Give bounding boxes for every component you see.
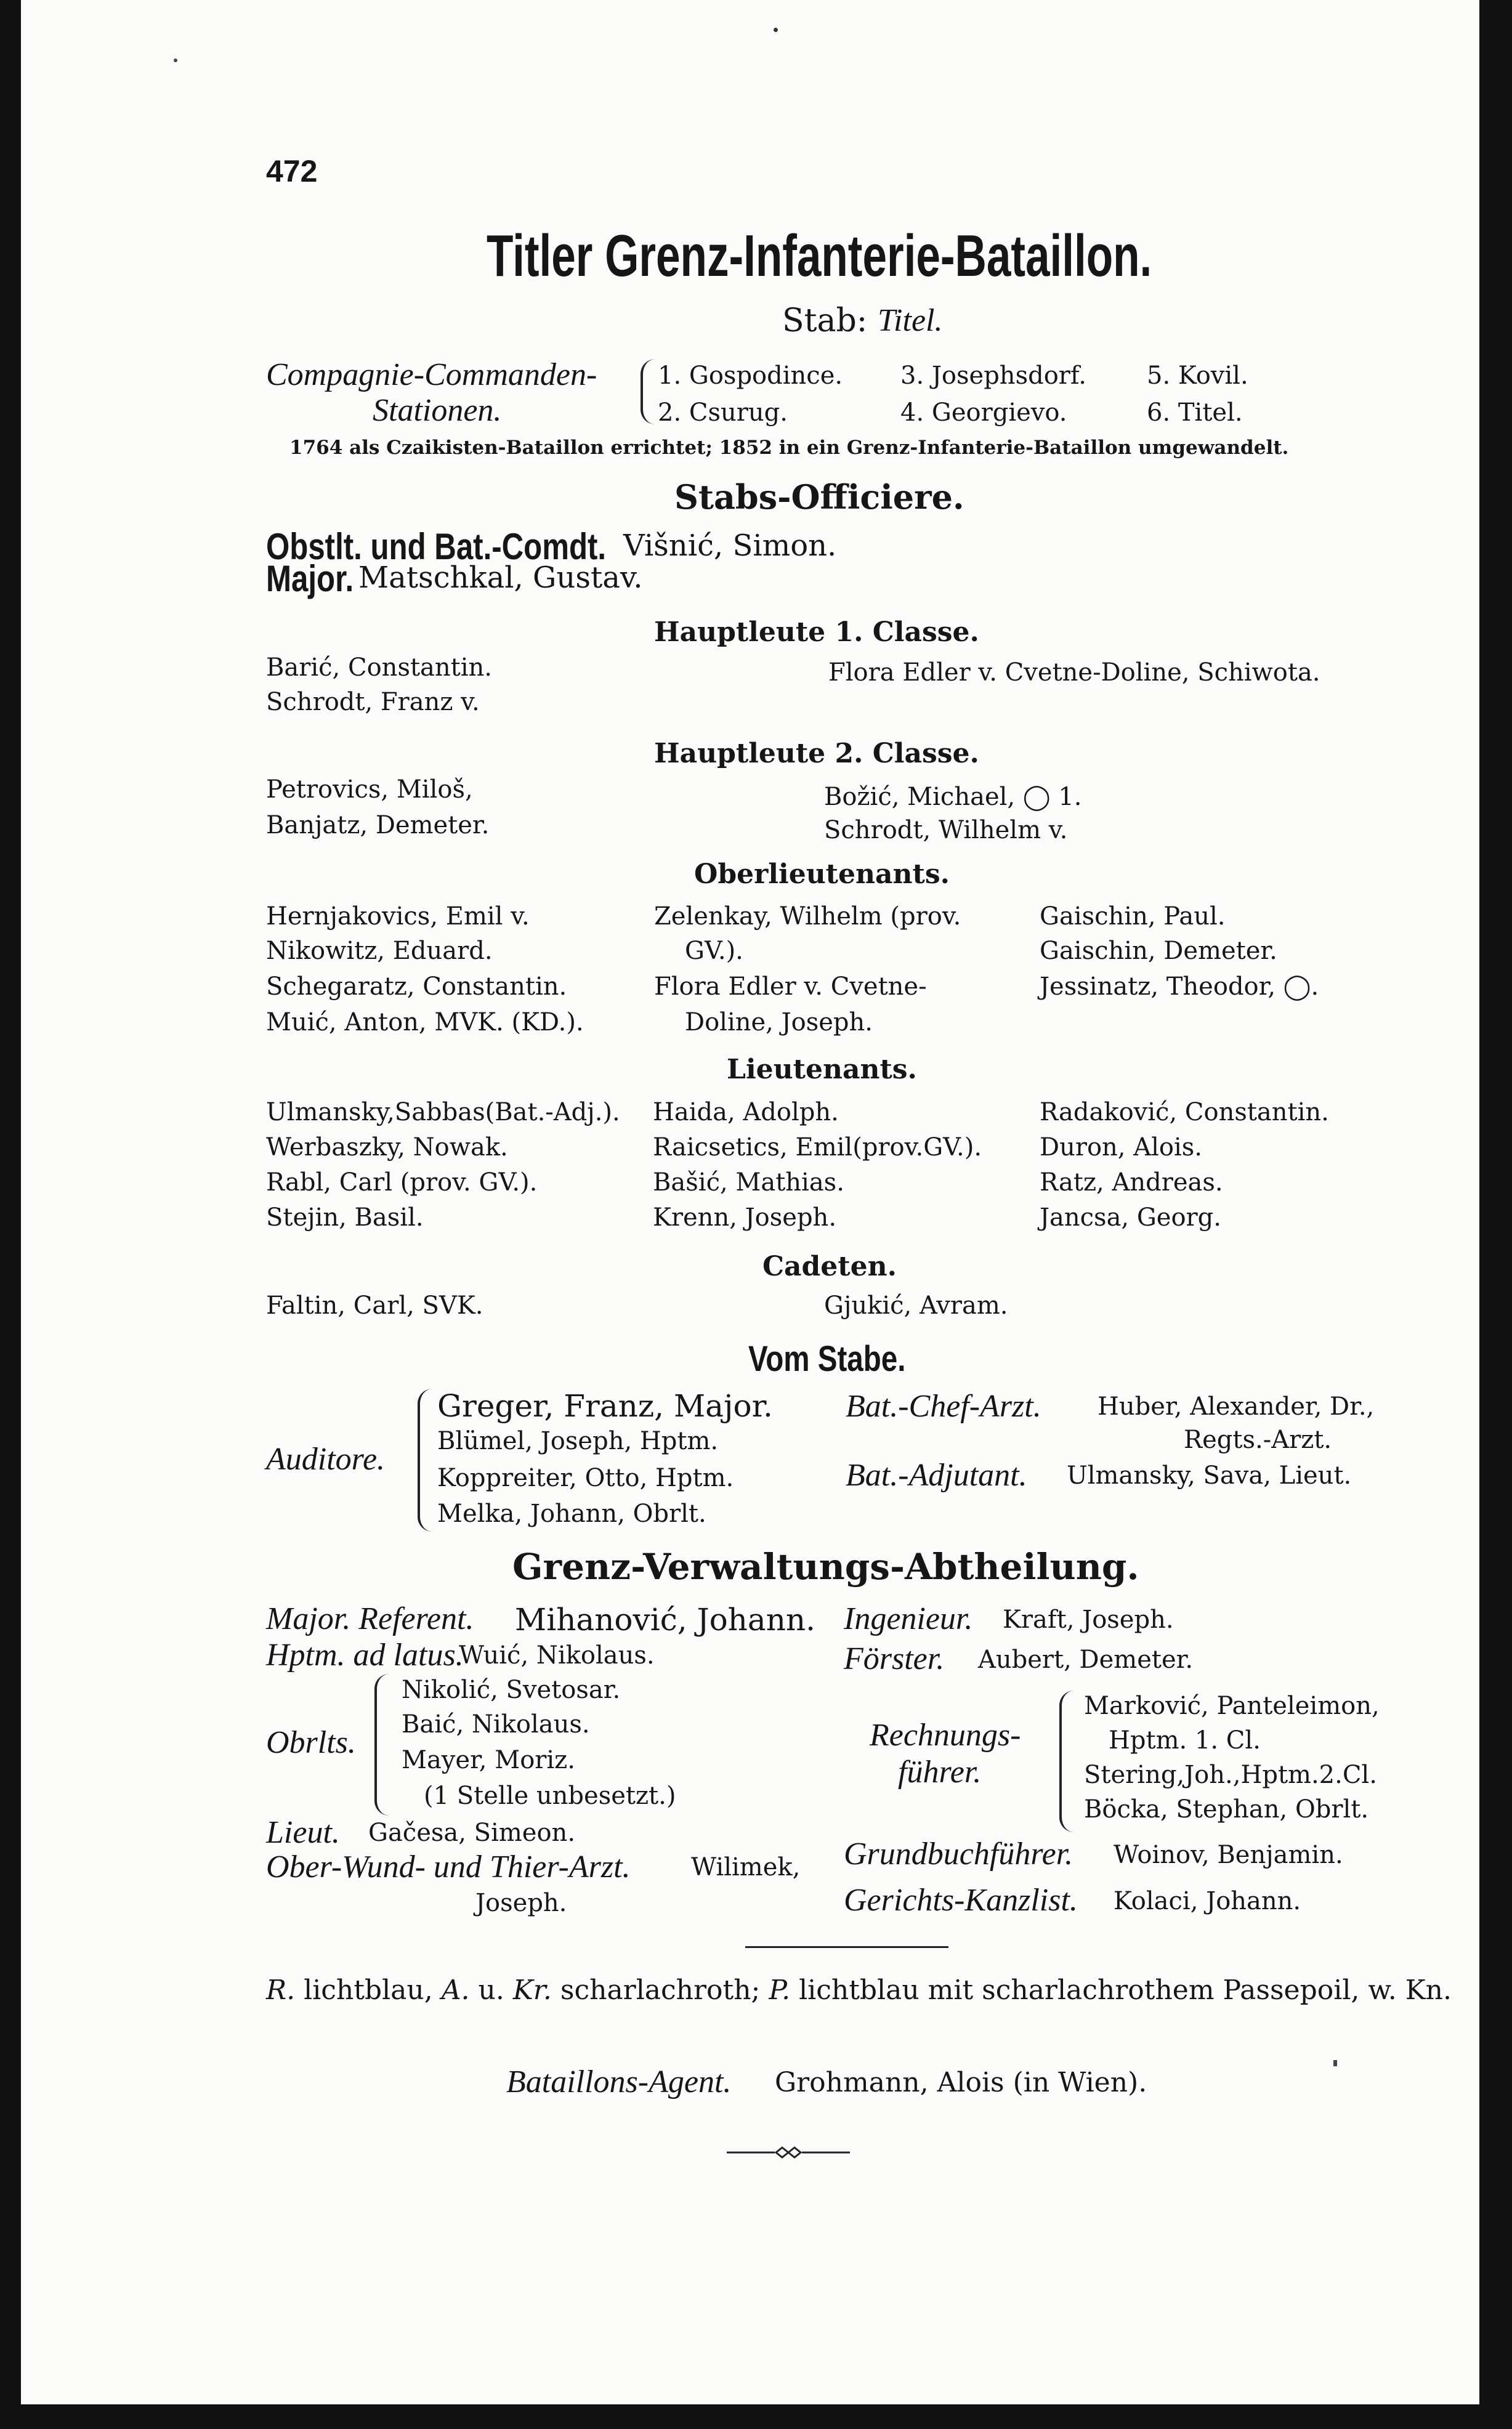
heading-lieutenants: Lieutenants. <box>727 1054 917 1085</box>
officer-entry: Hptm. 1. Cl. <box>1109 1726 1261 1755</box>
major-name: Matschkal, Gustav. <box>358 560 643 595</box>
station-item: 1. Gospodince. <box>658 362 843 390</box>
officer-entry: Greger, Franz, Major. <box>437 1388 773 1424</box>
heading-stabs-officiere: Stabs-Officiere. <box>674 477 964 517</box>
officer-entry: Schrodt, Wilhelm v. <box>824 816 1068 844</box>
stray-mark <box>774 28 778 32</box>
officer-entry: Marković, Panteleimon, <box>1084 1692 1380 1720</box>
foerster-name: Aubert, Demeter. <box>978 1646 1194 1674</box>
obrlts-brace <box>374 1674 390 1816</box>
officer-entry: Flora Edler v. Cvetne- <box>654 972 927 1001</box>
ingenieur-name: Kraft, Joseph. <box>1003 1606 1174 1634</box>
officer-entry: Gjukić, Avram. <box>824 1291 1008 1320</box>
officer-entry: Nikowitz, Eduard. <box>266 937 493 965</box>
lieut-label: Lieut. <box>266 1815 340 1850</box>
scan-border-right <box>1479 0 1512 2429</box>
officer-entry: Božić, Michael, ◯ 1. <box>824 783 1082 811</box>
officer-entry: Haida, Adolph. <box>653 1098 839 1126</box>
uniform-p-text: lichtblau mit scharlachrothem Passepoil, w. Kn. <box>799 1974 1452 2006</box>
kanzlist-name: Kolaci, Johann. <box>1114 1887 1301 1915</box>
officer-entry: Stejin, Basil. <box>266 1203 424 1232</box>
officer-entry: Flora Edler v. Cvetne-Doline, Schiwota. <box>828 658 1320 687</box>
officer-entry: Faltin, Carl, SVK. <box>266 1291 483 1320</box>
officer-entry: Gaischin, Demeter. <box>1040 937 1277 965</box>
ingenieur-label: Ingenieur. <box>844 1601 973 1636</box>
stations-brace <box>641 359 657 424</box>
grundbuch-label: Grundbuchführer. <box>844 1837 1073 1872</box>
adjutant-name: Ulmansky, Sava, Lieut. <box>1067 1461 1352 1490</box>
officer-entry: Jancsa, Georg. <box>1040 1203 1221 1232</box>
officer-entry: Nikolić, Svetosar. <box>402 1676 621 1704</box>
officer-entry: Gaischin, Paul. <box>1040 902 1226 931</box>
officer-entry: Baić, Nikolaus. <box>402 1710 590 1739</box>
page-title: Titler Grenz-Infanterie-Bataillon. <box>487 223 1152 289</box>
officer-entry: Koppreiter, Otto, Hptm. <box>437 1464 734 1492</box>
wundarzt-name-2: Joseph. <box>475 1889 567 1917</box>
stab-label: Stab: <box>782 302 868 339</box>
uniform-r: R. <box>266 1974 296 2006</box>
end-ornament <box>727 2143 850 2162</box>
auditore-label: Auditore. <box>266 1442 386 1477</box>
heading-verwaltung: Grenz-Verwaltungs-Abtheilung. <box>512 1546 1139 1588</box>
officer-entry: Barić, Constantin. <box>266 653 492 682</box>
scan-border-bottom <box>0 2404 1512 2429</box>
officer-entry: Jessinatz, Theodor, ◯. <box>1040 972 1319 1001</box>
officer-entry: Böcka, Stephan, Obrlt. <box>1084 1795 1369 1824</box>
heading-hauptleute-2: Hauptleute 2. Classe. <box>654 738 979 769</box>
officer-entry: Melka, Johann, Obrlt. <box>437 1500 706 1528</box>
heading-vom-stabe: Vom Stabe. <box>748 1339 906 1379</box>
vacancy-note: (1 Stelle unbesetzt.) <box>424 1782 676 1810</box>
officer-entry: Radaković, Constantin. <box>1040 1098 1329 1126</box>
station-item: 2. Csurug. <box>658 398 788 427</box>
chef-arzt-label: Bat.-Chef-Arzt. <box>846 1389 1041 1424</box>
lieut-name: Gačesa, Simeon. <box>368 1819 576 1847</box>
stray-mark <box>174 59 177 62</box>
station-item: 3. Josephsdorf. <box>900 362 1086 390</box>
heading-oberlieutenants: Oberlieutenants. <box>694 859 950 890</box>
rechnung-label-1: Rechnungs- <box>870 1718 1021 1753</box>
uniform-p: P. <box>769 1974 791 2006</box>
major-rank: Major. <box>266 558 354 599</box>
history-note: 1764 als Czaikisten-Bataillon errichtet; 1852 in ein Grenz-Infanterie-Bataillon umgewandelt. <box>289 437 1289 459</box>
station-item: 6. Titel. <box>1147 398 1243 427</box>
adjutant-label: Bat.-Adjutant. <box>846 1458 1027 1493</box>
officer-entry: Banjatz, Demeter. <box>266 811 490 839</box>
officer-entry: Ulmansky,Sabbas(Bat.-Adj.). <box>266 1098 620 1126</box>
officer-entry: Schegaratz, Constantin. <box>266 972 567 1001</box>
officer-entry: Blümel, Joseph, Hptm. <box>437 1427 719 1455</box>
officer-entry: Zelenkay, Wilhelm (prov. <box>654 902 961 931</box>
officer-entry: Doline, Joseph. <box>685 1008 873 1037</box>
chef-arzt-name: Huber, Alexander, Dr., <box>1098 1392 1375 1421</box>
foerster-label: Förster. <box>844 1641 945 1676</box>
officer-entry: Stering,Joh.,Hptm.2.Cl. <box>1084 1761 1377 1789</box>
stray-mark <box>1333 2060 1337 2066</box>
officer-entry: Hernjakovics, Emil v. <box>266 902 530 931</box>
officer-entry: Mayer, Moriz. <box>402 1746 575 1774</box>
uniform-r-text: lichtblau, <box>304 1974 433 2006</box>
heading-cadeten: Cadeten. <box>762 1251 897 1282</box>
obrlts-label: Obrlts. <box>266 1725 356 1760</box>
chef-arzt-title: Regts.-Arzt. <box>1184 1426 1332 1454</box>
officer-entry: Muić, Anton, MVK. (KD.). <box>266 1008 584 1037</box>
scan-border-left <box>0 0 21 2429</box>
grundbuch-name: Woinov, Benjamin. <box>1114 1841 1343 1869</box>
officer-entry: Petrovics, Miloš, <box>266 775 473 804</box>
uniform-line <box>266 1974 1452 2006</box>
kanzlist-label: Gerichts-Kanzlist. <box>844 1883 1078 1918</box>
officer-entry: Krenn, Joseph. <box>653 1203 837 1232</box>
station-item: 5. Kovil. <box>1147 362 1248 390</box>
commander-name: Višnić, Simon. <box>623 528 837 563</box>
stations-label-2: Stationen. <box>373 393 502 428</box>
wundarzt-name-1: Wilimek, <box>691 1853 801 1881</box>
officer-entry: Schrodt, Franz v. <box>266 688 480 716</box>
stab-value: Titel. <box>878 303 943 338</box>
agent-name: Grohmann, Alois (in Wien). <box>775 2067 1147 2098</box>
section-rule <box>745 1946 948 1948</box>
hptm-name: Wuić, Nikolaus. <box>459 1641 655 1670</box>
officer-entry: Rabl, Carl (prov. GV.). <box>266 1168 538 1197</box>
uniform-kr-text: scharlachroth; <box>560 1974 761 2006</box>
officer-entry: Werbaszky, Nowak. <box>266 1133 508 1162</box>
officer-entry: Ratz, Andreas. <box>1040 1168 1223 1197</box>
hptm-label: Hptm. ad latus. <box>266 1638 464 1673</box>
wundarzt-label: Ober-Wund- und Thier-Arzt. <box>266 1849 631 1885</box>
officer-entry: Raicsetics, Emil(prov.GV.). <box>653 1133 982 1162</box>
referent-label: Major. Referent. <box>266 1601 474 1636</box>
stations-label-1: Compagnie-Commanden- <box>266 357 597 392</box>
rechnung-brace <box>1059 1691 1075 1832</box>
page-number: 472 <box>266 154 318 188</box>
uniform-u: u. <box>478 1974 504 2006</box>
officer-entry: Bašić, Mathias. <box>653 1168 844 1197</box>
rechnung-label-2: führer. <box>898 1755 982 1790</box>
agent-label: Bataillons-Agent. <box>506 2064 732 2100</box>
officer-entry: GV.). <box>685 937 743 965</box>
commander-rank: Obstlt. und Bat.-Comdt. <box>266 526 607 567</box>
auditore-brace <box>418 1389 434 1532</box>
uniform-kr: Kr. <box>512 1974 552 2006</box>
station-item: 4. Georgievo. <box>900 398 1067 427</box>
uniform-a: A. <box>441 1974 470 2006</box>
referent-name: Mihanović, Johann. <box>515 1602 815 1638</box>
officer-entry: Duron, Alois. <box>1040 1133 1203 1162</box>
heading-hauptleute-1: Hauptleute 1. Classe. <box>654 616 979 648</box>
